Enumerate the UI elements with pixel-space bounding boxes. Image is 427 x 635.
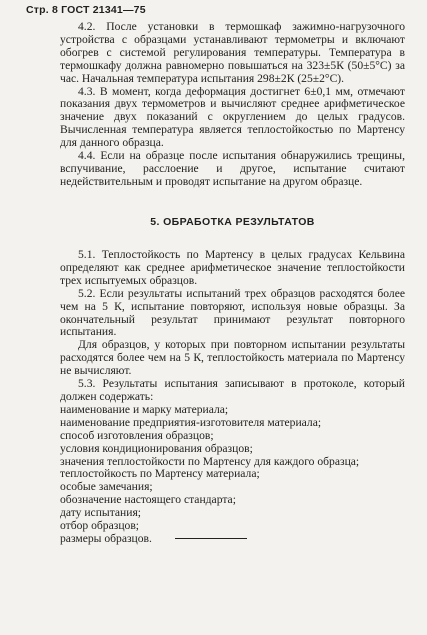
- list-item: условия кондиционирования образцов;: [60, 441, 253, 455]
- list-item: обозначение настоящего стандарта;: [60, 493, 236, 507]
- list-item: особые замечания;: [60, 480, 153, 494]
- list-item: значения теплостойкости по Мартенсу для каждого образца;: [60, 454, 360, 468]
- section-4-block: [60, 21, 405, 189]
- list-item: отбор образцов;: [60, 519, 140, 533]
- list-item: размеры образцов.: [60, 531, 152, 545]
- end-rule: [175, 538, 247, 539]
- section-5-title: 5. ОБРАБОТКА РЕЗУЛЬТАТОВ: [150, 216, 315, 228]
- paragraph-4-3: 4.3. В момент, когда деформация достигнет 6±0,1 мм, отмечают показания двух термометров и вычисляют среднее арифметическое значение двух показаний с округлением до целых градусов. Вычисленная температура является теплостойкостью по Мартенсу для данного образца.: [60, 84, 405, 150]
- section-5-block: [60, 249, 405, 546]
- list-item: теплостойкость по Мартенсу материала;: [60, 467, 260, 481]
- list-item: наименование и марку материала;: [60, 402, 229, 416]
- paragraph-5-2-continued: Для образцов, у которых при повторном испытании результаты расходятся более чем на 5 К, теплостойкость материала по Мартенсу не вычисляют.: [60, 338, 405, 378]
- list-item: дату испытания;: [60, 506, 142, 520]
- paragraph-4-4: 4.4. Если на образце после испытания обнаружились трещины, вспучивание, расслоение и другое, испытание считают недействительным и проводят испытание на другом образце.: [60, 149, 405, 188]
- paragraph-5-3: 5.3. Результаты испытания записывают в протоколе, который должен содержать:: [60, 377, 405, 403]
- paragraph-4-2: 4.2. После установки в термошкаф зажимно-нагрузочного устройства с образцами устанавливают термометры и включают обогрев с системой регулирования температуры. Температура в термошкафу должна равномерно повышаться на 323±5К (50±5°С) за час. Начальная температура испытания 298±2К (25±2°С).: [60, 20, 405, 85]
- paragraph-5-1: 5.1. Теплостойкость по Мартенсу в целых градусах Кельвина определяют как среднее арифметическое значение теплостойкости трех испытуемых образцов.: [60, 248, 405, 287]
- list-item: наименование предприятия-изготовителя материала;: [60, 415, 322, 429]
- paragraph-5-2: 5.2. Если результаты испытаний трех образцов расходятся более чем на 5 К, испытание повторяют, используя новые образцы. За окончательный результат принимают результат повторного испытания.: [60, 286, 405, 339]
- list-item: способ изготовления образцов;: [60, 428, 214, 442]
- page-header: Стр. 8 ГОСТ 21341—75: [26, 4, 146, 16]
